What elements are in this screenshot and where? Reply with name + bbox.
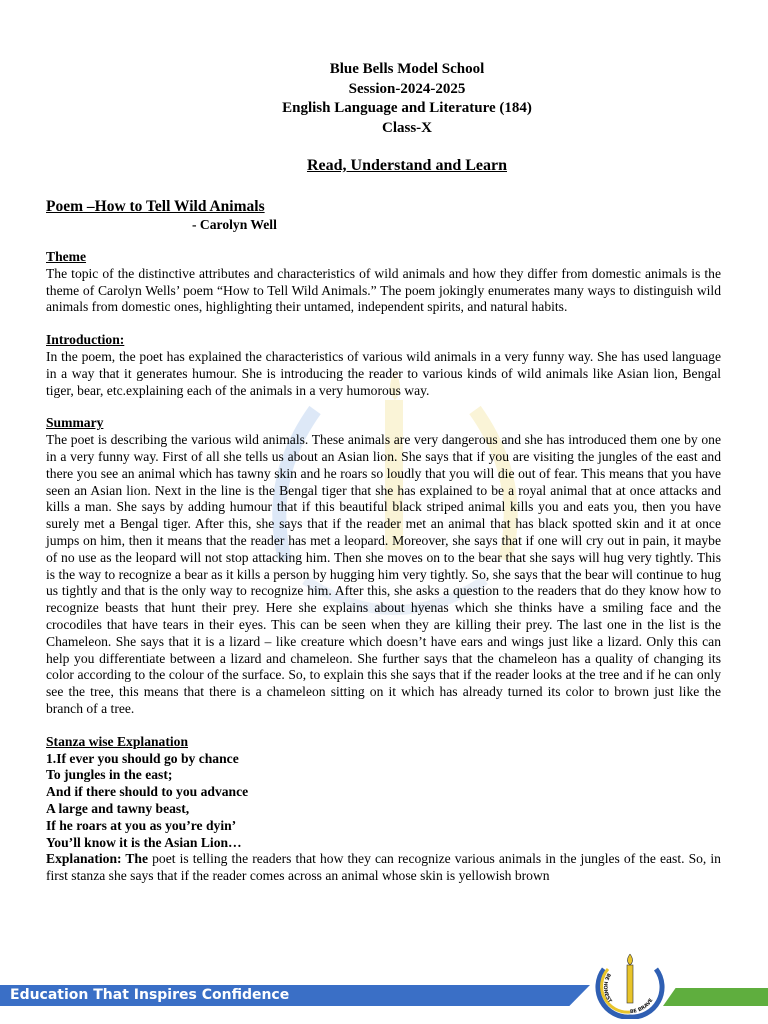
- introduction-heading: Introduction:: [46, 332, 125, 348]
- poem-title: Poem –How to Tell Wild Animals: [46, 198, 265, 215]
- stanza-line: A large and tawny beast,: [46, 800, 190, 816]
- subject-line: English Language and Literature (184): [282, 100, 532, 116]
- footer-green-bar: [663, 988, 768, 1006]
- explanation-label: Explanation: The: [46, 851, 149, 867]
- stanza-line: If he roars at you as you’re dyin’: [46, 817, 237, 833]
- stanza-line: And if there should to you advance: [46, 784, 249, 800]
- explanation-text: poet is telling the readers that how they can recognize various animals in the jungles of the east. So, in first stanza she says that if the reader comes across an animal whose skin is yellowish brown: [46, 851, 721, 884]
- explanation-paragraph: [46, 851, 721, 885]
- theme-heading: Theme: [46, 249, 87, 264]
- stanza-line: To jungles in the east;: [46, 767, 173, 783]
- document-body: [46, 197, 721, 885]
- stanza-line: You’ll know it is the Asian Lion…: [46, 834, 242, 850]
- logo-motto-right: BE BRAVE: [629, 997, 655, 1016]
- session-line: Session-2024-2025: [348, 80, 466, 97]
- document-title: Read, Understand and Learn: [306, 157, 508, 174]
- poem-author: - Carolyn Well: [192, 217, 277, 232]
- stanza-line: 1.If ever you should go by chance: [46, 750, 239, 766]
- class-line: Class-X: [381, 119, 432, 136]
- school-name: Blue Bells Model School: [329, 61, 485, 77]
- theme-text: The topic of the distinctive attributes and characteristics of wild animals and how they differ from domestic animals is the theme of Carolyn Wells’ poem “How to Tell Wild Animals.” The poem jokingly enumerates many ways to distinguish wild animals from domestic ones, highlighting their untamed, independent spirits, and natural habits.: [46, 265, 721, 315]
- introduction-text: In the poem, the poet has explained the characteristics of various wild animals in a very funny way. She has used language in a way that it generates humour. She is introducing the reader to various kinds of wild animals like Asian lion, Bengal tiger, bear, etc.explaining each of the animals in a very humorous way.: [46, 348, 721, 398]
- document-header: [0, 60, 768, 138]
- summary-heading: Summary: [46, 415, 104, 431]
- footer-tagline: Education That Inspires Confidence: [10, 987, 290, 1003]
- summary-text: The poet is describing the various wild animals. These animals are very dangerous and she has introduced them one by one in a very funny way. First of all she tells us about an Asian lion. She says that if you are visiting the jungles of the east and there you see an animal which has tawny skin and he roars so loudly that you will die out of fear. This means that you have seen an Asian lion. Next in the line is the Bengal tiger that she has explained to be a royal animal that at once attacks and kills a man. She says by adding humour that if this beautiful black striped animal kills you and eats you, then you have surely met a Bengal tiger. After this, she says that if the reader met an animal that has black spotted skin and it at once jumps on him, then it means that the reader has met a leopard. Moreover, she says that if one will cry out in pain, it maybe of no use as the leopard will not stop attacking him. Then she moves on to the bear that she says will hug very tightly. This is the way to recognize a bear as it kills a person by hugging him very tightly. So, she says that the bear will continue to hug us tightly and that is the only way to recognize him. After this, she asks a question to the readers that do they know how to recognize beasts that hunt their prey. Here she explains about hyenas which she thinks have a smiling face and the crocodiles that have tears in their eyes. This can be seen when they are killing their prey. The last one in the list is the Chameleon. She says that it is a lizard – like creature which doesn’t have ears and wings just like a lizard. Only this can help you differentiate between a lizard and chameleon. She further says that the chameleon has a quality of changing its color according to the colour of the surface. So, to explain this she says that if the reader looks at the tree and if he can only see the tree, this means that there is a chameleon sitting on it which has already turned its color to brown just like the branch of a tree.: [46, 432, 721, 716]
- stanza-heading: Stanza wise Explanation: [46, 733, 189, 749]
- school-logo: [594, 951, 666, 1019]
- logo-motto-left: BE HONEST: [601, 971, 613, 1005]
